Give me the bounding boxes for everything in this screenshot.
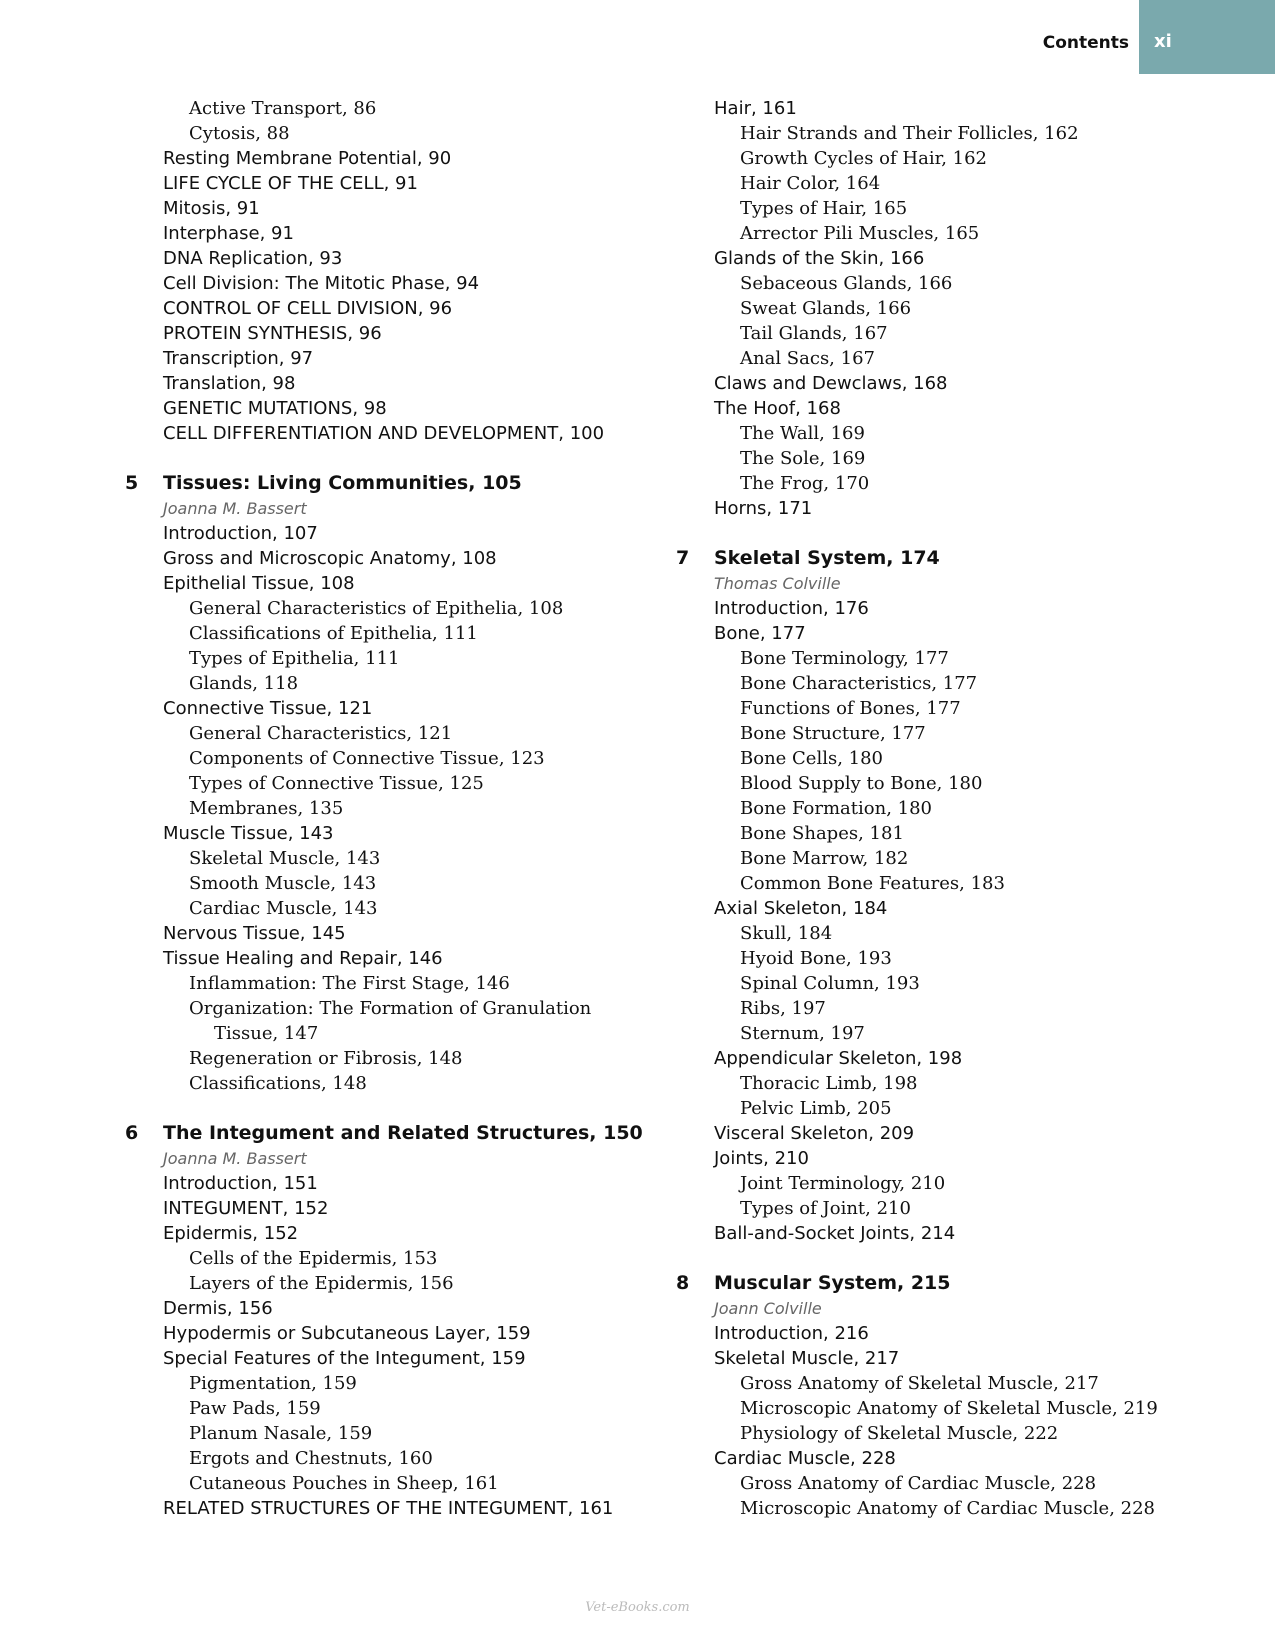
toc-section-entry: Introduction, 151 bbox=[163, 1173, 318, 1194]
toc-subsection-entry: Cardiac Muscle, 143 bbox=[189, 898, 378, 919]
toc-subsection-entry: Functions of Bones, 177 bbox=[740, 698, 961, 719]
toc-subsection-entry: Sebaceous Glands, 166 bbox=[740, 273, 953, 294]
toc-subsection-entry: Types of Connective Tissue, 125 bbox=[189, 773, 484, 794]
toc-subsection-entry: Skull, 184 bbox=[740, 923, 833, 944]
toc-section-entry: Hair, 161 bbox=[714, 98, 797, 119]
toc-subsection-entry: General Characteristics of Epithelia, 108 bbox=[189, 598, 564, 619]
toc-section-entry: CONTROL OF CELL DIVISION, 96 bbox=[163, 298, 453, 319]
toc-subsection-entry: Layers of the Epidermis, 156 bbox=[189, 1273, 454, 1294]
toc-subsection-entry: Bone Formation, 180 bbox=[740, 798, 932, 819]
toc-subsection-entry: Cytosis, 88 bbox=[189, 123, 290, 144]
toc-section-entry: INTEGUMENT, 152 bbox=[163, 1198, 329, 1219]
chapter-title: Muscular System, 215 bbox=[714, 1272, 951, 1294]
toc-subsection-entry: Inflammation: The First Stage, 146 bbox=[189, 973, 510, 994]
toc-subsection-entry: Components of Connective Tissue, 123 bbox=[189, 748, 545, 769]
chapter-number: 6 bbox=[125, 1122, 139, 1144]
toc-subsection-entry: The Sole, 169 bbox=[740, 448, 866, 469]
toc-section-entry: Special Features of the Integument, 159 bbox=[163, 1348, 526, 1369]
toc-subsection-entry: Growth Cycles of Hair, 162 bbox=[740, 148, 987, 169]
toc-subsection-entry: Bone Structure, 177 bbox=[740, 723, 926, 744]
toc-section-entry: Appendicular Skeleton, 198 bbox=[714, 1048, 963, 1069]
toc-subsection-entry: The Frog, 170 bbox=[740, 473, 870, 494]
toc-subsection-entry: Membranes, 135 bbox=[189, 798, 344, 819]
toc-subsection-entry: Pigmentation, 159 bbox=[189, 1373, 357, 1394]
toc-section-entry: PROTEIN SYNTHESIS, 96 bbox=[163, 323, 382, 344]
chapter-number: 7 bbox=[676, 547, 690, 569]
toc-section-entry: Bone, 177 bbox=[714, 623, 806, 644]
toc-subsection-entry: Organization: The Formation of Granulation bbox=[189, 998, 592, 1019]
toc-section-entry: Connective Tissue, 121 bbox=[163, 698, 373, 719]
toc-subsection-entry: Bone Characteristics, 177 bbox=[740, 673, 978, 694]
toc-section-entry: Gross and Microscopic Anatomy, 108 bbox=[163, 548, 497, 569]
toc-section-entry: Translation, 98 bbox=[163, 373, 296, 394]
toc-subsection-entry: Ribs, 197 bbox=[740, 998, 826, 1019]
toc-subsection-entry: Hair Color, 164 bbox=[740, 173, 881, 194]
toc-subsection-entry: Bone Shapes, 181 bbox=[740, 823, 904, 844]
toc-section-entry: GENETIC MUTATIONS, 98 bbox=[163, 398, 387, 419]
toc-subsection-entry: Sweat Glands, 166 bbox=[740, 298, 912, 319]
toc-subsection-entry: Glands, 118 bbox=[189, 673, 299, 694]
chapter-author: Thomas Colville bbox=[714, 574, 841, 593]
toc-section-entry: LIFE CYCLE OF THE CELL, 91 bbox=[163, 173, 418, 194]
toc-subsection-entry: Cutaneous Pouches in Sheep, 161 bbox=[189, 1473, 499, 1494]
toc-section-entry: CELL DIFFERENTIATION AND DEVELOPMENT, 100 bbox=[163, 423, 605, 444]
toc-subsection-entry: Classifications of Epithelia, 111 bbox=[189, 623, 478, 644]
toc-subsection-entry: Hyoid Bone, 193 bbox=[740, 948, 892, 969]
chapter-number: 5 bbox=[125, 472, 139, 494]
toc-section-entry: Introduction, 176 bbox=[714, 598, 869, 619]
toc-subsection-entry: Gross Anatomy of Skeletal Muscle, 217 bbox=[740, 1373, 1099, 1394]
toc-subsection-entry: Microscopic Anatomy of Cardiac Muscle, 228 bbox=[740, 1498, 1155, 1519]
toc-subsection-entry: Ergots and Chestnuts, 160 bbox=[189, 1448, 433, 1469]
toc-chapter-heading bbox=[125, 471, 665, 496]
toc-subsection-entry: Types of Epithelia, 111 bbox=[189, 648, 400, 669]
toc-subsection-entry: Bone Terminology, 177 bbox=[740, 648, 949, 669]
toc-section-entry: Transcription, 97 bbox=[163, 348, 314, 369]
toc-subsection-entry: Regeneration or Fibrosis, 148 bbox=[189, 1048, 463, 1069]
toc-subsection-entry: Types of Joint, 210 bbox=[740, 1198, 911, 1219]
toc-section-entry: Cardiac Muscle, 228 bbox=[714, 1448, 896, 1469]
toc-section-entry: Introduction, 107 bbox=[163, 523, 318, 544]
toc-section-entry: Horns, 171 bbox=[714, 498, 813, 519]
toc-subsection-entry: Tail Glands, 167 bbox=[740, 323, 888, 344]
chapter-author: Joann Colville bbox=[714, 1299, 822, 1318]
toc-subsection-entry: Physiology of Skeletal Muscle, 222 bbox=[740, 1423, 1059, 1444]
toc-subsection-entry: Thoracic Limb, 198 bbox=[740, 1073, 918, 1094]
chapter-title: Tissues: Living Communities, 105 bbox=[163, 472, 522, 494]
chapter-title: The Integument and Related Structures, 150 bbox=[163, 1122, 643, 1144]
toc-subsection-entry: Bone Cells, 180 bbox=[740, 748, 884, 769]
toc-subsection-entry: Microscopic Anatomy of Skeletal Muscle, 219 bbox=[740, 1398, 1158, 1419]
toc-section-entry: Visceral Skeleton, 209 bbox=[714, 1123, 915, 1144]
watermark: Vet-eBooks.com bbox=[585, 1600, 690, 1615]
toc-subsection-entry: Sternum, 197 bbox=[740, 1023, 865, 1044]
toc-section-entry: Interphase, 91 bbox=[163, 223, 294, 244]
toc-section-entry: The Hoof, 168 bbox=[714, 398, 841, 419]
toc-section-entry: Claws and Dewclaws, 168 bbox=[714, 373, 948, 394]
toc-subsection-entry: General Characteristics, 121 bbox=[189, 723, 453, 744]
toc-section-entry: Introduction, 216 bbox=[714, 1323, 869, 1344]
toc-subsection-entry: Common Bone Features, 183 bbox=[740, 873, 1005, 894]
toc-subsection-entry: Pelvic Limb, 205 bbox=[740, 1098, 892, 1119]
toc-subsection-entry: Gross Anatomy of Cardiac Muscle, 228 bbox=[740, 1473, 1097, 1494]
toc-section-entry: Epidermis, 152 bbox=[163, 1223, 299, 1244]
toc-chapter-heading bbox=[676, 546, 1236, 571]
page-number-tab bbox=[1139, 0, 1275, 74]
toc-subsection-entry: Paw Pads, 159 bbox=[189, 1398, 321, 1419]
toc-subsection-entry: Skeletal Muscle, 143 bbox=[189, 848, 381, 869]
toc-subsection-entry: Tissue, 147 bbox=[214, 1023, 319, 1044]
toc-right-column bbox=[676, 96, 1236, 1521]
toc-subsection-entry: The Wall, 169 bbox=[740, 423, 865, 444]
toc-section-entry: Ball-and-Socket Joints, 214 bbox=[714, 1223, 956, 1244]
toc-subsection-entry: Cells of the Epidermis, 153 bbox=[189, 1248, 438, 1269]
toc-section-entry: Epithelial Tissue, 108 bbox=[163, 573, 355, 594]
toc-section-entry: Axial Skeleton, 184 bbox=[714, 898, 888, 919]
toc-chapter-heading bbox=[125, 1121, 665, 1146]
toc-subsection-entry: Anal Sacs, 167 bbox=[740, 348, 875, 369]
toc-section-entry: Tissue Healing and Repair, 146 bbox=[163, 948, 443, 969]
chapter-title: Skeletal System, 174 bbox=[714, 547, 940, 569]
toc-subsection-entry: Blood Supply to Bone, 180 bbox=[740, 773, 983, 794]
chapter-author: Joanna M. Bassert bbox=[163, 499, 307, 518]
toc-section-entry: Skeletal Muscle, 217 bbox=[714, 1348, 900, 1369]
toc-subsection-entry: Planum Nasale, 159 bbox=[189, 1423, 373, 1444]
chapter-number: 8 bbox=[676, 1272, 690, 1294]
toc-section-entry: Dermis, 156 bbox=[163, 1298, 273, 1319]
toc-section-entry: DNA Replication, 93 bbox=[163, 248, 343, 269]
toc-left-column bbox=[125, 96, 665, 1521]
toc-section-entry: Joints, 210 bbox=[714, 1148, 809, 1169]
toc-subsection-entry: Active Transport, 86 bbox=[189, 98, 377, 119]
toc-subsection-entry: Types of Hair, 165 bbox=[740, 198, 908, 219]
running-header-section: Contents bbox=[1042, 33, 1129, 53]
toc-section-entry: Hypodermis or Subcutaneous Layer, 159 bbox=[163, 1323, 531, 1344]
toc-section-entry: Resting Membrane Potential, 90 bbox=[163, 148, 452, 169]
toc-subsection-entry: Arrector Pili Muscles, 165 bbox=[740, 223, 980, 244]
toc-subsection-entry: Spinal Column, 193 bbox=[740, 973, 920, 994]
toc-section-entry: RELATED STRUCTURES OF THE INTEGUMENT, 161 bbox=[163, 1498, 614, 1519]
page-number: xi bbox=[1154, 31, 1172, 52]
toc-section-entry: Muscle Tissue, 143 bbox=[163, 823, 334, 844]
toc-section-entry: Cell Division: The Mitotic Phase, 94 bbox=[163, 273, 480, 294]
toc-subsection-entry: Classifications, 148 bbox=[189, 1073, 367, 1094]
toc-section-entry: Nervous Tissue, 145 bbox=[163, 923, 346, 944]
toc-subsection-entry: Joint Terminology, 210 bbox=[740, 1173, 946, 1194]
toc-subsection-entry: Smooth Muscle, 143 bbox=[189, 873, 377, 894]
toc-section-entry: Mitosis, 91 bbox=[163, 198, 260, 219]
chapter-author: Joanna M. Bassert bbox=[163, 1149, 307, 1168]
toc-chapter-heading bbox=[676, 1271, 1236, 1296]
toc-subsection-entry: Hair Strands and Their Follicles, 162 bbox=[740, 123, 1079, 144]
toc-subsection-entry: Bone Marrow, 182 bbox=[740, 848, 909, 869]
toc-section-entry: Glands of the Skin, 166 bbox=[714, 248, 925, 269]
